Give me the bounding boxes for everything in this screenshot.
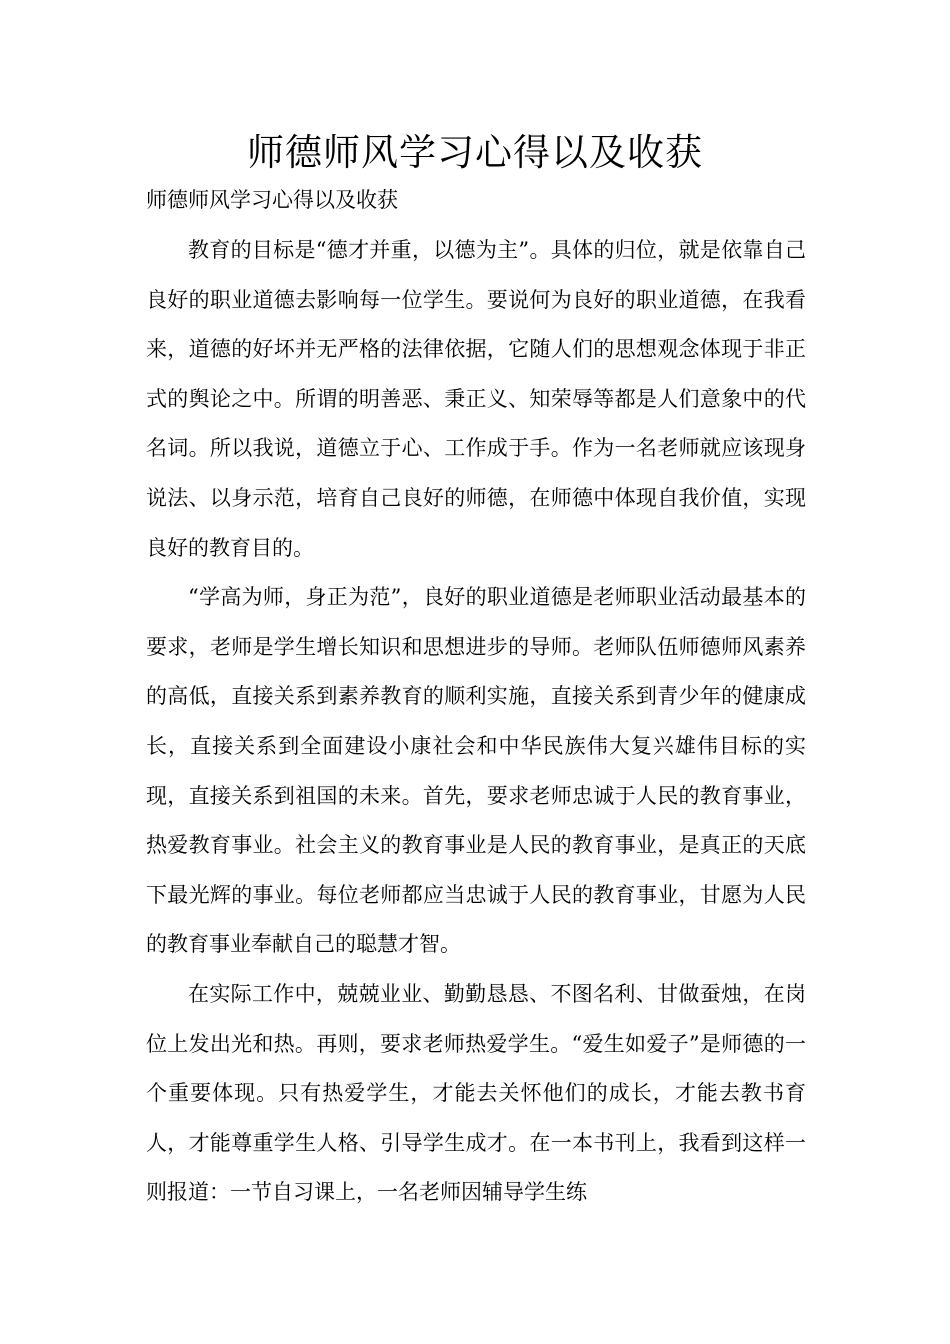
document-subtitle: 师德师风学习心得以及收获 — [146, 188, 398, 212]
document-body — [146, 226, 806, 1218]
paragraph: 教育的目标是“德才并重，以德为主”。具体的归位，就是依靠自己良好的职业道德去影响每一位学生。要说何为良好的职业道德，在我看来，道德的好坏并无严格的法律依据，它随人们的思想观念体现于非正式的舆论之中。所谓的明善恶、秉正义、知荣辱等都是人们意象中的代名词。所以我说，道德立于心、工作成于手。作为一名老师就应该现身说法、以身示范，培育自己良好的师德，在师德中体现自我价值，实现良好的教育目的。 — [146, 238, 806, 560]
paragraph: “学高为师，身正为范”，良好的职业道德是老师职业活动最基本的要求，老师是学生增长知识和思想进步的导师。老师队伍师德师风素养的高低，直接关系到素养教育的顺利实施，直接关系到青少年的健康成长，直接关系到全面建设小康社会和中华民族伟大复兴雄伟目标的实现，直接关系到祖国的未来。首先，要求老师忠诚于人民的教育事业，热爱教育事业。社会主义的教育事业是人民的教育事业，是真正的天底下最光辉的事业。每位老师都应当忠诚于人民的教育事业，甘愿为人民的教育事业奉献自己的聪慧才智。 — [146, 585, 806, 957]
page-title: 师德师风学习心得以及收获 — [247, 131, 703, 174]
paragraph: 在实际工作中，兢兢业业、勤勤恳恳、不图名利、甘做蚕烛，在岗位上发出光和热。再则，要求老师热爱学生。“爱生如爱子”是师德的一个重要体现。只有热爱学生，才能去关怀他们的成长，才能去教书育人，才能尊重学生人格、引导学生成才。在一本书刊上，我看到这样一则报道：一节自习课上，一名老师因辅导学生练 — [146, 981, 806, 1205]
